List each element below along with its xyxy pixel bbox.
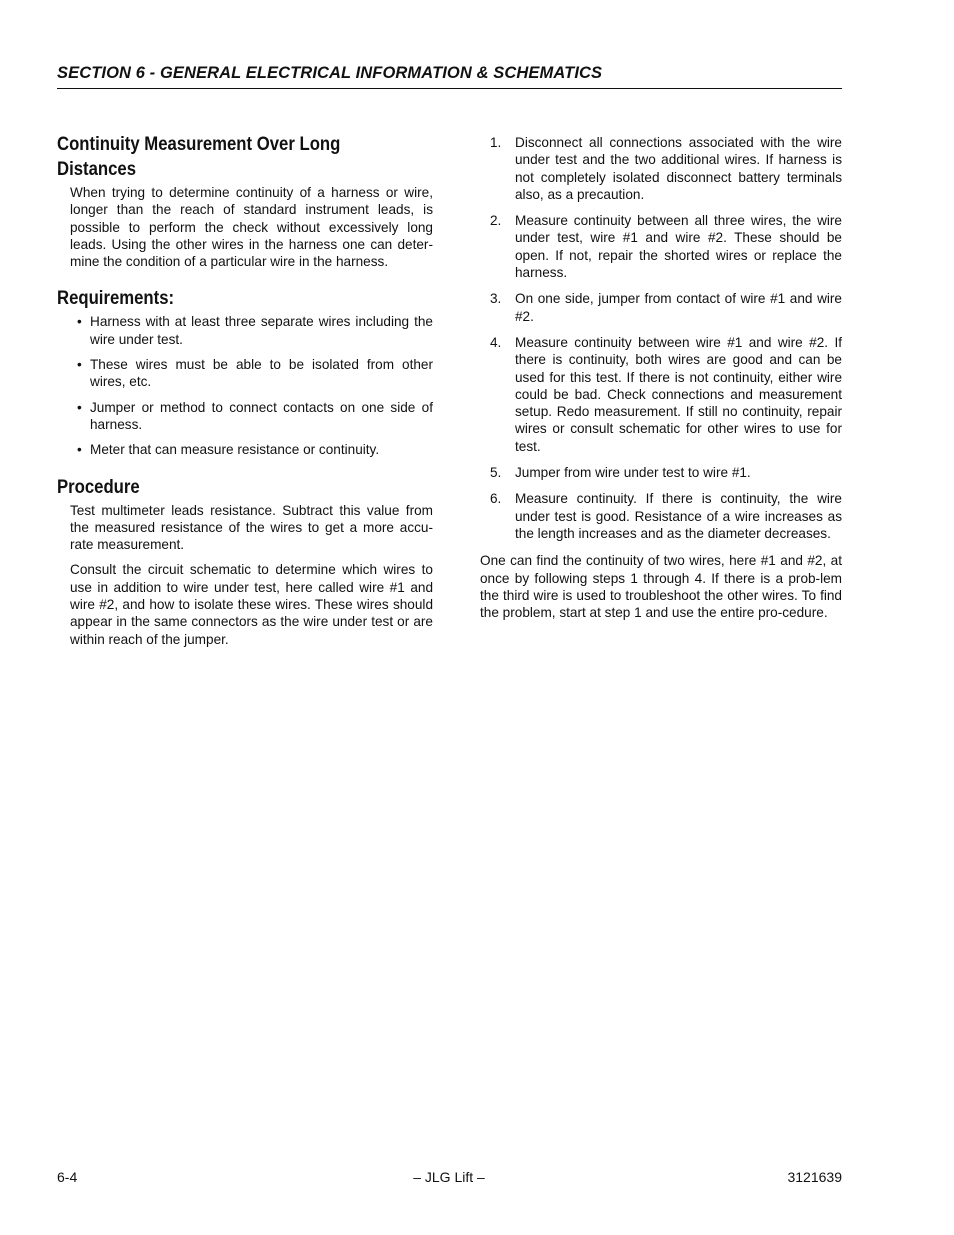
step-text: On one side, jumper from contact of wire #1 and wire #2. (515, 291, 842, 324)
bullet-icon: • (77, 442, 82, 458)
step-number: 5. (490, 465, 502, 481)
requirement-text: Jumper or method to connect contacts on one side of harness. (90, 399, 433, 432)
requirement-text: Meter that can measure resistance or continuity. (90, 442, 380, 458)
bullet-icon: • (77, 314, 82, 330)
procedure-heading: Procedure (57, 476, 140, 498)
step-number: 1. (490, 135, 502, 150)
bullet-icon: • (77, 357, 82, 373)
list-item (77, 399, 433, 434)
section-header: SECTION 6 - GENERAL ELECTRICAL INFORMATION & SCHEMATICS (57, 64, 842, 89)
list-item (480, 490, 842, 542)
procedure-paragraph-2: Consult the circuit schematic to determine which wires to use in addition to wire under test, here called wire #1 and wire #2, and how to isolate these wires. These wires should appear in the same connectors as the wire under test or are within reach of the jumper. (70, 562, 433, 647)
procedure-steps-list (480, 134, 842, 542)
step-text: Disconnect all connections associated with the wire under test and the two additional wires. If harness is not completely isolated disconnect battery terminals also, as a precaution. (515, 135, 842, 202)
list-item (480, 334, 842, 455)
procedure-paragraph-1: Test multimeter leads resistance. Subtract this value from the measured resistance of the wires to get a more accu-rate measurement. (70, 502, 433, 553)
continuity-heading-line-2: Distances (57, 159, 137, 180)
requirements-list (77, 313, 433, 458)
list-item (480, 290, 842, 325)
step-text: Jumper from wire under test to wire #1. (515, 465, 751, 481)
step-text: Measure continuity between wire #1 and wire #2. If there is continuity, both wires are good and can be used for this test. If there is not continuity, either wire could be bad. Check connections and measurement setup. Redo measurement. If still no continuity, repair wires or consult schematic for other wires to use for test. (515, 334, 842, 454)
step-text: Measure continuity between all three wires, the wire under test, wire #1 and wire #2. These should be open. If not, repair the shorted wires or replace the harness. (515, 213, 842, 281)
requirements-heading: Requirements: (57, 288, 175, 310)
left-column (57, 132, 433, 656)
intro-paragraph: When trying to determine continuity of a harness or wire, longer than the reach of standard instrument leads, is possible to perform the check without excessively long leads. Using the other wires in the harness one can deter-mine the condition of a particular wire in the harness. (70, 185, 433, 270)
requirement-text: These wires must be able to be isolated from other wires, etc. (90, 357, 433, 390)
footer-doc-number: 3121639 (787, 1169, 842, 1185)
step-text: Measure continuity. If there is continuity, the wire under test is good. Resistance of a wire increases as the length increases and as the diameter decreases. (515, 491, 842, 541)
continuity-heading (57, 132, 433, 182)
requirement-text: Harness with at least three separate wires including the wire under test. (90, 314, 433, 347)
step-number: 2. (490, 213, 502, 229)
list-item (77, 313, 433, 348)
list-item (480, 212, 842, 281)
step-number: 6. (490, 491, 502, 507)
list-item (77, 356, 433, 391)
footer-page-number: 6-4 (57, 1169, 78, 1185)
bullet-icon: • (77, 399, 82, 415)
closing-paragraph: One can find the continuity of two wires, here #1 and #2, at once by following steps 1 through 4. If there is a prob-lem the third wire is used to troubleshoot the other wires. To find the problem, start at step 1 and use the entire pro-cedure. (480, 553, 842, 621)
step-number: 3. (490, 291, 502, 307)
list-item (77, 441, 433, 458)
list-item (480, 134, 842, 203)
step-number: 4. (490, 334, 502, 350)
continuity-heading-line-1: Continuity Measurement Over Long (57, 134, 341, 155)
list-item (480, 464, 842, 481)
right-column (480, 134, 842, 621)
footer-publisher: – JLG Lift – (413, 1169, 485, 1185)
